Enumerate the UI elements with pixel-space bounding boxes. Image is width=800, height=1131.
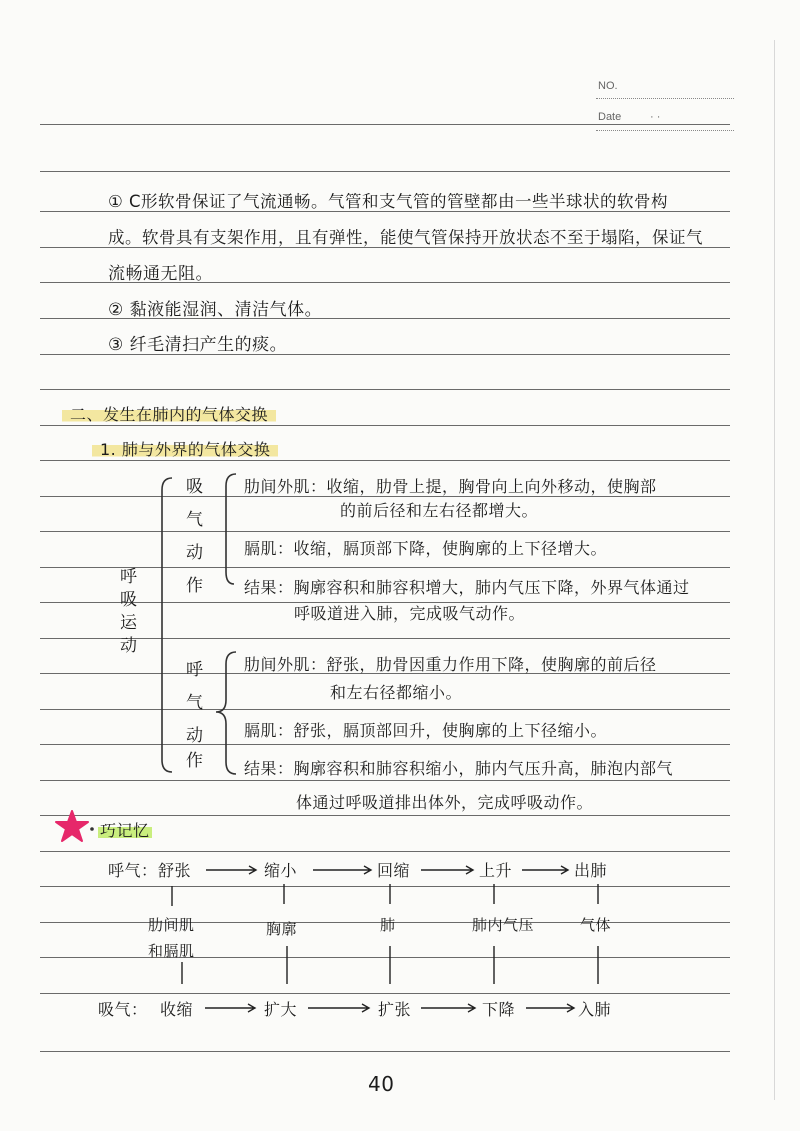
exhale-diaphragm: 膈肌：舒张，膈顶部回升，使胸廓的上下径缩小。: [244, 721, 608, 740]
inhale-label-char: 动: [186, 543, 203, 563]
star-icon: [56, 811, 88, 841]
arrow-icon: [206, 866, 256, 874]
text-line-2: 成。软骨具有支架作用，且有弹性，能使气管保持开放状态不至于塌陷，保证气: [108, 228, 703, 247]
memory-inhale-step: 扩大: [264, 1000, 298, 1019]
text-line-4: ② 黏液能湿润、清洁气体。: [108, 300, 323, 320]
main-label-char: 运: [120, 613, 137, 633]
exhale-intercostal-cont: 和左右径都缩小。: [330, 683, 463, 702]
page-edge-line: [774, 40, 775, 1100]
main-label-char: 动: [120, 636, 137, 656]
text-line-1: ① C形软骨保证了气流通畅。气管和支气管的管壁都由一些半球状的软骨构: [108, 192, 669, 211]
exhale-label-char: 气: [186, 693, 203, 713]
memory-organ-label: 胸廓: [266, 920, 298, 938]
inhale-label-char: 气: [186, 510, 203, 530]
no-label: NO.: [598, 80, 618, 92]
arrow-icon: [526, 1004, 574, 1012]
main-label-char: 呼: [120, 567, 137, 587]
inhale-intercostal: 肋间外肌：收缩，肋骨上提，胸骨向上向外移动，使胸部: [244, 477, 657, 496]
exhale-label-char: 动: [186, 726, 203, 746]
exhale-intercostal: 肋间外肌：舒张，肋骨因重力作用下降，使胸廓的前后径: [244, 655, 657, 674]
memory-exhale-step: 舒张: [158, 861, 192, 880]
memory-organ-label: 肺: [380, 916, 396, 934]
memory-organ-label: 肺内气压: [472, 916, 535, 934]
date-dots: · ·: [650, 111, 661, 123]
section-subtitle: 1. 肺与外界的气体交换: [92, 437, 278, 460]
arrow-icon: [522, 866, 568, 874]
exhale-label-char: 呼: [186, 660, 203, 680]
memory-organ-label: 气体: [580, 916, 612, 934]
inhale-result-cont: 呼吸道进入肺，完成吸气动作。: [294, 604, 526, 623]
memory-exhale-step: 出肺: [574, 861, 608, 880]
arrow-icon: [313, 866, 371, 874]
arrow-icon: [308, 1004, 369, 1012]
inhale-intercostal-cont: 的前后径和左右径都增大。: [340, 501, 539, 520]
memory-inhale-step: 入肺: [578, 1000, 612, 1019]
memory-exhale-prefix: 呼气：: [108, 861, 158, 880]
memory-inhale-prefix: 吸气：: [98, 1000, 148, 1019]
inhale-label-char: 作: [186, 576, 203, 596]
page-number: 40: [368, 1072, 395, 1096]
date-label: Date: [598, 111, 622, 123]
inhale-result: 结果：胸廓容积和肺容积增大，肺内气压下降，外界气体通过: [244, 578, 690, 597]
exhale-label-char: 作: [186, 751, 203, 771]
memory-title: 巧记忆: [98, 818, 152, 841]
memory-exhale-step: 缩小: [264, 861, 298, 880]
memory-exhale-step: 回缩: [377, 861, 411, 880]
exhale-result: 结果：胸廓容积和肺容积缩小，肺内气压升高，肺泡内部气: [244, 759, 674, 778]
memory-inhale-step: 下降: [482, 1000, 516, 1019]
memory-inhale-step: 收缩: [160, 1000, 194, 1019]
memory-exhale-step: 上升: [479, 861, 513, 880]
arrow-icon: [421, 1004, 475, 1012]
arrow-icon: [205, 1004, 255, 1012]
section-title: 二、发生在肺内的气体交换: [62, 402, 276, 425]
exhale-result-cont: 体通过呼吸道排出体外，完成呼吸动作。: [296, 793, 594, 812]
bullet-dot: [90, 827, 94, 831]
arrow-icon: [421, 866, 473, 874]
inhale-diaphragm: 膈肌：收缩，膈顶部下降，使胸廓的上下径增大。: [244, 539, 608, 558]
inhale-label-char: 吸: [186, 477, 203, 497]
main-label-char: 吸: [120, 590, 137, 610]
memory-organ-label: 肋间肌 和膈肌: [148, 916, 195, 960]
text-line-5: ③ 纤毛清扫产生的痰。: [108, 335, 288, 355]
text-line-3: 流畅通无阻。: [108, 264, 213, 284]
memory-inhale-step: 扩张: [378, 1000, 412, 1019]
